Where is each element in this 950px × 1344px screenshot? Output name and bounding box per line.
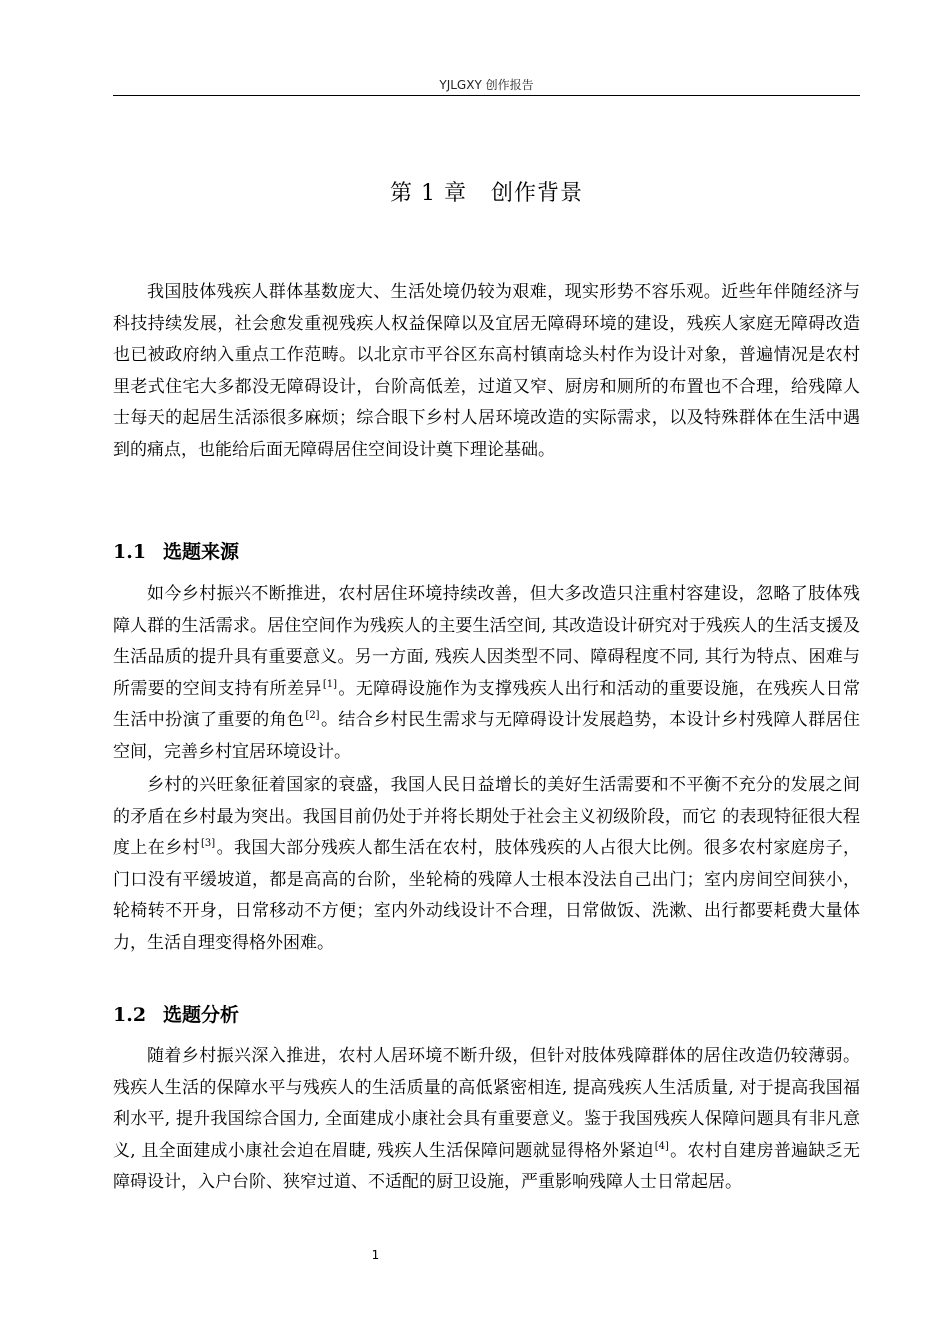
intro-paragraph: 我国肢体残疾人群体基数庞大、生活处境仍较为艰难，现实形势不容乐观。近些年伴随经济与科技持续发展，社会愈发重视残疾人权益保障以及宜居无障碍环境的建设，残疾人家庭无障碍改造也已被政府纳入重点工作范畴。以北京市平谷区东高村镇南埝头村作为设计对象，普遍情况是农村里老式住宅大多都没无障碍设计，台阶高低差，过道又窄、厨房和厕所的布置也不合理，给残障人士每天的起居生活添很多麻烦；综合眼下乡村人居环境改造的实际需求，以及特殊群体在生活中遇到的痛点，也能给后面无障碍居住空间设计奠下理论基础。 bbox=[113, 282, 860, 460]
header-divider bbox=[113, 95, 860, 96]
section-title-text: 选题来源 bbox=[163, 541, 240, 563]
section-heading-1-1 bbox=[113, 537, 860, 567]
section-number: 1.2 bbox=[113, 1004, 147, 1026]
paragraph-text: 乡村的兴旺象征着国家的衰盛，我国人民日益增长的美好生活需要和不平衡不充分的发展之间的矛盾在乡村最为突出。我国目前仍处于并将长期处于社会主义初级阶段，而它 的表现特征很大程度上在乡村 bbox=[113, 775, 860, 858]
section-heading-1-2 bbox=[113, 1000, 860, 1030]
citation-4[interactable]: [4] bbox=[654, 1140, 669, 1152]
citation-1[interactable]: [1] bbox=[322, 678, 337, 690]
page-number: 1 bbox=[371, 1248, 380, 1262]
page-header: YJLGXY 创作报告 bbox=[439, 78, 534, 92]
citation-2[interactable]: [2] bbox=[305, 710, 320, 721]
paragraph-text: 如今乡村振兴不断推进，农村居住环境持续改善，但大多改造只注重村容建设，忽略了肢体残障人群的生活需求。居住空间作为残疾人的主要生活空间, 其改造设计研究对于残疾人的生活支援及生活品质的提升具有重要意义。另一方面, 残疾人因类型不同、障碍程度不同, 其行为特点、困难与所需要的空间支持有所差异 bbox=[113, 584, 860, 699]
chapter-suffix: 章 bbox=[443, 181, 467, 206]
section-1-1-paragraph-2 bbox=[113, 770, 860, 959]
section-number: 1.1 bbox=[113, 541, 147, 563]
section-1-2-paragraph-1 bbox=[113, 1041, 860, 1199]
chapter-number: 1 bbox=[420, 181, 436, 206]
paragraph-text: 。我国大部分残疾人都生活在农村，肢体残疾的人占很大比例。很多农村家庭房子，门口没有平缓坡道，都是高高的台阶，坐轮椅的残障人士根本没法自己出门；室内房间空间狭小，轮椅转不开身，日常移动不方便；室内外动线设计不合理，日常做饭、洗漱、出行都要耗费大量体力，生活自理变得格外困难。 bbox=[113, 838, 861, 953]
paragraph-text: 。农村自建房普遍缺乏无障碍设计，入户台阶、狭窄过道、不适配的厨卫设施，严重影响残障人士日常起居。 bbox=[113, 1140, 860, 1192]
paragraph-text: 。结合乡村民生需求与无障碍设计发展趋势，本设计乡村残障人群居住空间，完善乡村宜居环境设计。 bbox=[113, 710, 861, 762]
chapter-name: 创作背景 bbox=[491, 181, 584, 206]
chapter-prefix: 第 bbox=[389, 181, 413, 206]
paragraph-text: 。无障碍设施作为支撑残疾人出行和活动的重要设施，在残疾人日常生活中扮演了重要的角色 bbox=[113, 678, 861, 730]
section-title-text: 选题分析 bbox=[163, 1004, 240, 1026]
section-1-1-paragraph-1 bbox=[113, 579, 860, 768]
citation-3[interactable]: [3] bbox=[201, 838, 216, 849]
paragraph-text: 随着乡村振兴深入推进，农村人居环境不断升级，但针对肢体残障群体的居住改造仍较薄弱。残疾人生活的保障水平与残疾人的生活质量的高低紧密相连, 提高残疾人生活质量, 对于提高我国福利水平, 提升我国综合国力, 全面建成小康社会具有重要意义。鉴于我国残疾人保障问题具有非凡意义, 且全面建成小康社会迫在眉睫, 残疾人生活保障问题就显得格外紧迫 bbox=[113, 1046, 860, 1161]
chapter-title bbox=[113, 176, 860, 212]
